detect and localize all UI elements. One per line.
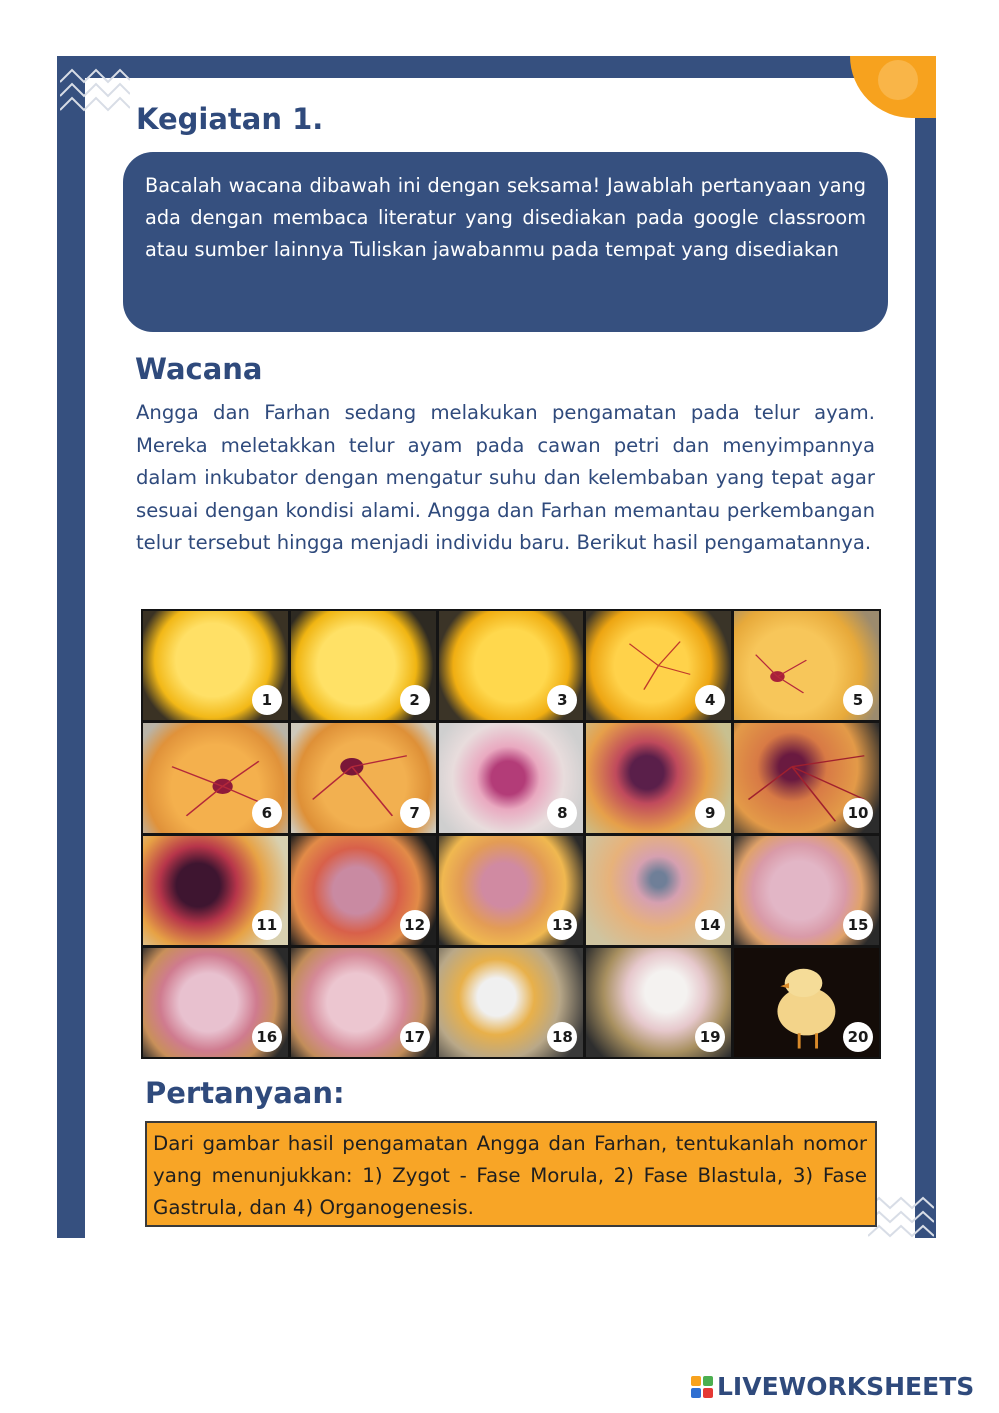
photo-number: 3 (547, 685, 577, 715)
question-box (145, 1121, 877, 1227)
photo-number: 17 (400, 1022, 430, 1052)
photo-number: 2 (400, 685, 430, 715)
zigzag-decoration-bottom (868, 1192, 934, 1238)
photo-10 (734, 723, 879, 832)
photo-number: 1 (252, 685, 282, 715)
photo-number: 8 (547, 798, 577, 828)
instruction-text: Bacalah wacana dibawah ini dengan seksama! Jawablah pertanyaan yang ada dengan membaca literatur yang disediakan pada google classroom atau sumber lainnya Tuliskan jawabanmu pada tempat yang disediakan (145, 174, 866, 261)
photo-20 (734, 948, 879, 1057)
photo-18 (439, 948, 584, 1057)
photo-number: 12 (400, 910, 430, 940)
zigzag-decoration-top (60, 64, 130, 120)
photo-number: 19 (695, 1022, 725, 1052)
photo-14 (586, 836, 731, 945)
photo-number: 15 (843, 910, 873, 940)
photo-number: 16 (252, 1022, 282, 1052)
photo-8 (439, 723, 584, 832)
photo-9 (586, 723, 731, 832)
liveworksheets-logo-icon (691, 1376, 713, 1398)
photo-number: 7 (400, 798, 430, 828)
egg-development-photo-grid (141, 609, 881, 1059)
photo-4 (586, 611, 731, 720)
photo-13 (439, 836, 584, 945)
brand-name: LIVEWORKSHEETS (717, 1372, 975, 1401)
activity-title: Kegiatan 1. (136, 102, 324, 136)
photo-number: 5 (843, 685, 873, 715)
orange-circle-decoration (878, 60, 918, 100)
photo-number: 10 (843, 798, 873, 828)
liveworksheets-logo[interactable] (691, 1372, 974, 1401)
photo-17 (291, 948, 436, 1057)
photo-number: 18 (547, 1022, 577, 1052)
photo-7 (291, 723, 436, 832)
photo-number: 20 (843, 1022, 873, 1052)
photo-15 (734, 836, 879, 945)
photo-number: 6 (252, 798, 282, 828)
photo-5 (734, 611, 879, 720)
photo-19 (586, 948, 731, 1057)
photo-number: 11 (252, 910, 282, 940)
question-text: Dari gambar hasil pengamatan Angga dan Farhan, tentukanlah nomor yang menunjukkan: 1) Zygot - Fase Morula, 2) Fase Blastula, 3) Fase Gastrula, dan 4) Organogenesis. (153, 1132, 867, 1219)
photo-3 (439, 611, 584, 720)
instruction-box (123, 152, 888, 332)
photo-number: 14 (695, 910, 725, 940)
photo-1 (143, 611, 288, 720)
photo-number: 13 (547, 910, 577, 940)
photo-11 (143, 836, 288, 945)
wacana-title: Wacana (135, 352, 263, 386)
wacana-text: Angga dan Farhan sedang melakukan pengamatan pada telur ayam. Mereka meletakkan telur ayam pada cawan petri dan menyimpannya dalam inkubator dengan mengatur suhu dan kelembaban yang tepat agar sesuai dengan kondisi alami. Angga dan Farhan memantau perkembangan telur tersebut hingga menjadi individu baru. Berikut hasil pengamatannya. (136, 401, 875, 554)
photo-2 (291, 611, 436, 720)
photo-number: 9 (695, 798, 725, 828)
photo-12 (291, 836, 436, 945)
question-title: Pertanyaan: (145, 1076, 345, 1110)
photo-16 (143, 948, 288, 1057)
photo-number: 4 (695, 685, 725, 715)
photo-6 (143, 723, 288, 832)
